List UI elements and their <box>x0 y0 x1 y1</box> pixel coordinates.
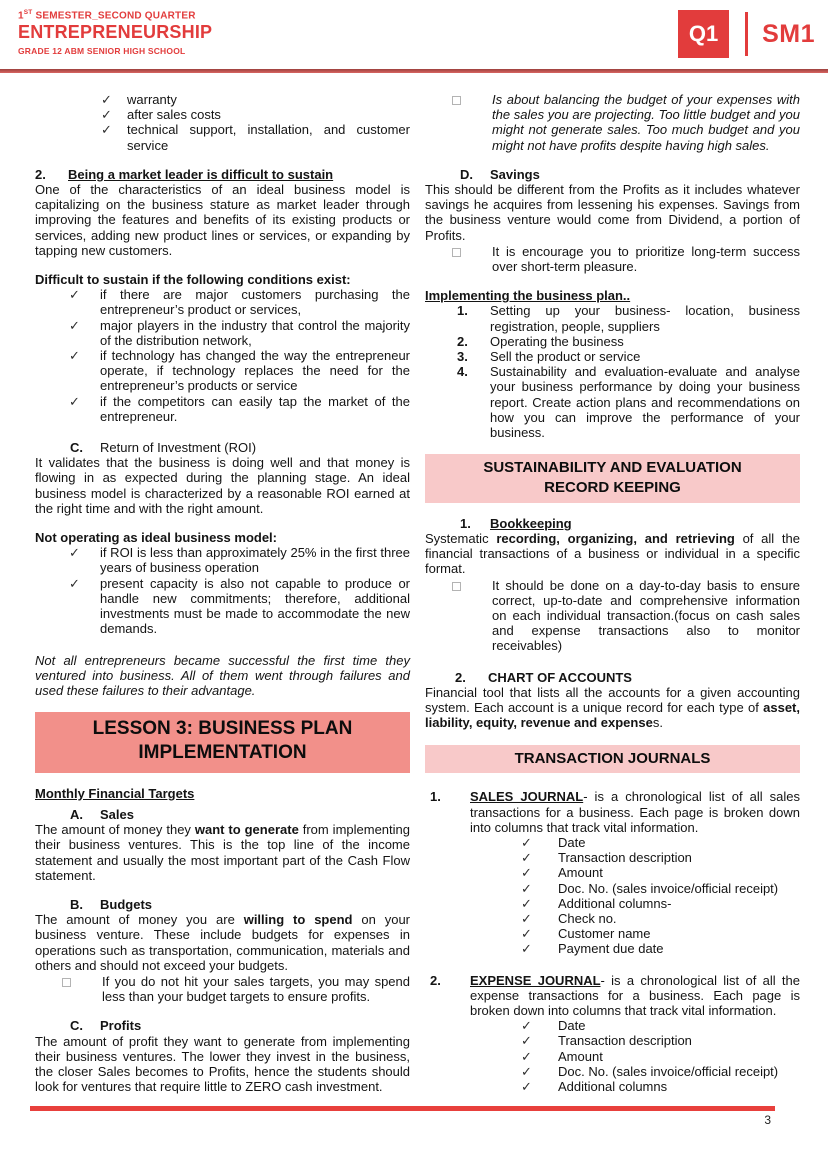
semester-text: SEMESTER_SECOND QUARTER <box>32 10 196 22</box>
check-icon: ✓ <box>521 910 532 926</box>
check-icon: ✓ <box>101 122 112 138</box>
list-item: ✓ Additional columns <box>521 1078 668 1094</box>
monthly-targets-heading: Monthly Financial Targets <box>35 785 195 801</box>
semester-ordinal: ST <box>23 9 33 16</box>
profits-heading: C. Profits <box>70 1018 142 1034</box>
check-icon: ✓ <box>521 1033 532 1049</box>
list-item: ✓ Doc. No. (sales invoice/official receipt) <box>521 880 779 896</box>
sales-journal-term: SALES JOURNAL <box>470 789 584 805</box>
badge-divider <box>745 12 748 56</box>
implementing-heading: Implementing the business plan.. <box>425 288 631 304</box>
list-item: ✓ Amount <box>521 1048 603 1064</box>
square-bullet-icon <box>452 248 461 257</box>
savings-heading: D. Savings <box>460 166 540 182</box>
check-icon: ✓ <box>521 880 532 896</box>
budgets-heading: B. Budgets <box>70 896 152 912</box>
square-bullet-icon <box>452 96 461 105</box>
check-icon: ✓ <box>521 1048 532 1064</box>
list-item: 4. Sustainability and evaluation-evaluate and analyse your business performance by doing your business report. Create action plans and recommendations on how you can improve the performance of your business. <box>457 364 800 441</box>
difficult-check-list <box>35 287 410 424</box>
transaction-journals-banner: TRANSACTION JOURNALS <box>425 745 800 774</box>
right-column <box>425 92 800 1108</box>
check-icon: ✓ <box>521 895 532 911</box>
list-item: 2. Operating the business <box>457 333 624 349</box>
lesson-banner: LESSON 3: BUSINESS PLAN IMPLEMENTATION <box>35 712 410 773</box>
module-badge: SM1 <box>762 19 815 48</box>
subject-title: ENTREPRENEURSHIP <box>18 22 213 43</box>
page-header <box>0 0 828 65</box>
expense-journal-entry: 2. EXPENSE JOURNAL- is a chronological list of all the expense transactions for a business. Each page is broken down into columns that track vital information. <box>430 972 800 1018</box>
not-ideal-check-list <box>35 545 410 636</box>
list-item: ✓ warranty <box>101 92 177 107</box>
list-item: ✓ Doc. No. (sales invoice/official receipt) <box>521 1063 779 1079</box>
note-item: It should be done on a day-to-day basis to ensure correct, up-to-date and comprehensive information on each individual transaction.(focus on cash sales and expense transactions also to monitor receivables) <box>452 578 800 654</box>
check-icon: ✓ <box>69 545 80 561</box>
list-item: ✓ Transaction description <box>521 850 692 866</box>
check-icon: ✓ <box>521 865 532 881</box>
note-item: It is encourage you to prioritize long-term success over short-term pleasure. <box>452 244 800 274</box>
list-item: ✓ Customer name <box>521 926 651 942</box>
sustainability-banner: SUSTAINABILITY AND EVALUATION RECORD KEEPING <box>425 454 800 503</box>
semester-number: 1 <box>18 10 24 22</box>
paragraph: The amount of profit they want to generate from implementing their business ventures. The lower they invest in the business, the closer Sales becomes to Profits, hence the students should look for ventures that require little to ZERO cash investment. <box>35 1033 410 1095</box>
intro-check-list <box>35 92 410 153</box>
check-icon: ✓ <box>521 1018 532 1034</box>
sales-journal-entry: 1. SALES JOURNAL- is a chronological list of all sales transactions for a business. Each page is broken down into columns that track vital information. <box>430 789 800 835</box>
list-item: ✓ after sales costs <box>101 107 221 123</box>
check-icon: ✓ <box>69 317 80 333</box>
check-icon: ✓ <box>101 107 112 123</box>
list-item: ✓ Check no. <box>521 910 617 926</box>
check-icon: ✓ <box>69 575 80 591</box>
check-icon: ✓ <box>521 1063 532 1079</box>
list-item: ✓ if technology has changed the way the entrepreneur operate, if technology replaces the need for the entrepreneur’s products or service <box>69 348 410 394</box>
note-item: If you do not hit your sales targets, you may spend less than your budget targets to ensure profits. <box>62 974 410 1004</box>
italic-note: Not all entrepreneurs became successful the first time they ventured into business. All of them went through failures and used these failures to their advantage. <box>35 652 410 698</box>
list-item: ✓ Transaction description <box>521 1033 692 1049</box>
list-item: 3. Sell the product or service <box>457 349 641 365</box>
check-icon: ✓ <box>69 287 80 303</box>
expense-journal-term: EXPENSE JOURNAL <box>470 972 601 988</box>
section-heading-market-leader: 2. Being a market leader is difficult to sustain <box>35 166 334 182</box>
check-icon: ✓ <box>521 941 532 957</box>
not-ideal-heading: Not operating as ideal business model: <box>35 530 277 546</box>
implementing-numbered-list <box>425 303 800 440</box>
list-item: ✓ Amount <box>521 865 603 881</box>
check-icon: ✓ <box>69 348 80 364</box>
check-icon: ✓ <box>69 393 80 409</box>
paragraph: One of the characteristics of an ideal business model is capitalizing on the business stature as market leader through improving the features and benefits of its existing products or services, adding new product lines or services, or expanding by tapping new customers. <box>35 182 410 258</box>
paragraph: It validates that the business is doing well and that money is flowing in as expected during the planning stage. An ideal business model is characterized by a reasonable ROI earned at the right time and with the right amount. <box>35 455 410 516</box>
difficult-heading: Difficult to sustain if the following conditions exist: <box>35 272 351 288</box>
check-icon: ✓ <box>521 850 532 866</box>
sales-heading: A. Sales <box>70 806 134 822</box>
check-icon: ✓ <box>521 834 532 850</box>
chart-of-accounts-heading: 2. CHART OF ACCOUNTS <box>455 669 632 685</box>
left-column <box>35 92 410 1108</box>
paragraph: Financial tool that lists all the accounts for a given accounting system. Each account is a unique record for each type of asset, liability, equity, revenue and expenses. <box>425 684 800 731</box>
paragraph: The amount of money you are willing to spend on your business venture. These include budgets for expenses in operations such as transportation, communication, materials and others and should not exceed your budgets. <box>35 912 411 973</box>
sales-journal-check-list <box>425 835 800 957</box>
grade-level-subtitle: GRADE 12 ABM SENIOR HIGH SCHOOL <box>18 46 186 57</box>
list-item: ✓ technical support, installation, and customer service <box>101 122 410 153</box>
note-item: Is about balancing the budget of your expenses with the sales you are projecting. Too little budget and you might not generate sales. Too much budget and you might not have profits despite having high sales. <box>452 92 800 153</box>
list-item: ✓ if the competitors can easily tap the market of the entrepreneur. <box>69 393 410 424</box>
list-item: ✓ Additional columns- <box>521 895 672 911</box>
page-number: 3 <box>764 1113 771 1127</box>
list-item: ✓ Payment due date <box>521 941 664 957</box>
list-item: ✓ major players in the industry that control the majority of the distribution network, <box>69 317 410 348</box>
roi-heading: C. Return of Investment (ROI) <box>70 440 257 456</box>
square-bullet-icon <box>452 582 461 591</box>
bookkeeping-heading: 1. Bookkeeping <box>460 515 572 531</box>
check-icon: ✓ <box>521 926 532 942</box>
list-item: ✓ present capacity is also not capable to produce or handle new commitments; therefore, additional investments must be made to accommodate the new demands. <box>69 575 410 637</box>
quarter-badge: Q1 <box>678 10 729 58</box>
header-badges <box>678 10 815 58</box>
expense-journal-check-list <box>425 1018 800 1094</box>
two-column-body <box>0 73 828 1108</box>
square-bullet-icon <box>62 978 71 987</box>
paragraph: Systematic recording, organizing, and retrieving of all the financial transactions of a business or individual in a specific format. <box>425 531 800 577</box>
list-item: 1. Setting up your business- location, business registration, people, suppliers <box>457 303 800 334</box>
paragraph: The amount of money they want to generate from implementing their business ventures. This is the top line of the income statement and usually the most important part of the Cash Flow statement. <box>35 822 410 883</box>
paragraph: This should be different from the Profits as it includes whatever savings he acquires from lessening his expenses. Savings from the business venture would come from Dividend, a portion of Profits. <box>425 182 800 243</box>
check-icon: ✓ <box>101 92 112 107</box>
list-item: ✓ if ROI is less than approximately 25% in the first three years of business operation <box>69 545 410 576</box>
list-item: ✓ Date <box>521 1018 586 1034</box>
list-item: ✓ Date <box>521 834 586 850</box>
list-item: ✓ if there are major customers purchasing the entrepreneur’s product or services, <box>69 287 410 318</box>
footer-rule <box>30 1106 775 1111</box>
check-icon: ✓ <box>521 1078 532 1094</box>
